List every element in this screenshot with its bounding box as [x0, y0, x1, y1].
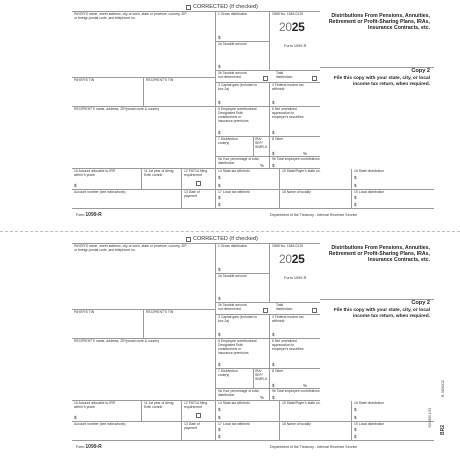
box9a-percentage[interactable]: [216, 389, 270, 401]
total-distribution-label: Total distribution: [276, 303, 293, 311]
box17-local-tax[interactable]: [216, 422, 280, 441]
box3-dollar: $: [218, 332, 221, 337]
form-label: Form 1099-R: [284, 44, 307, 48]
box8-label: 8 Other: [272, 369, 284, 373]
box2b-checkbox[interactable]: [263, 76, 268, 81]
box19-dollar-1: $: [354, 195, 357, 200]
box14-state-tax[interactable]: [216, 401, 280, 422]
tax-year: [279, 252, 305, 266]
side-bold-code: BR2: [440, 425, 446, 436]
box8-percent: %: [303, 383, 308, 388]
copy-instructions: File this copy with your state, city, or local income tax return, when required.: [333, 308, 430, 319]
box17-label: 17 Local tax withheld: [218, 422, 250, 426]
footer-form-prefix: Form: [76, 213, 85, 217]
box9b-dollar: $: [272, 163, 275, 168]
payer-name-label: PAYER'S name, street address, city or town, state or province, country, ZIP or foreign postal code, and telephone no.: [74, 12, 187, 20]
box15-state-payer-no[interactable]: [280, 401, 352, 422]
box1-dollar: $: [218, 267, 221, 272]
form-label: Form 1099-R: [284, 276, 307, 280]
box14-dollar-2: $: [218, 183, 221, 188]
box5-employee-contributions[interactable]: [216, 107, 270, 137]
corrected-checkbox[interactable]: [186, 5, 191, 10]
box14-dollar-1: $: [218, 407, 221, 412]
year-light: 20: [279, 20, 292, 34]
perforation-line: [0, 231, 460, 232]
box2b-label: 2b Taxable amount not determined: [218, 71, 247, 79]
box1-gross-distribution[interactable]: [216, 11, 270, 41]
box6-dollar: $: [272, 130, 275, 135]
box13-label: 13 Date of payment: [184, 422, 200, 430]
form-title: Distributions From Pensions, Annuities, Retirement or Profit-Sharing Plans, IRAs, Insurance Contracts, etc.: [328, 245, 430, 264]
footer-form-prefix: Form: [76, 445, 85, 449]
ira-label: IRA/ SEP/ SIMPLE: [255, 137, 268, 149]
footer-form-name: [76, 444, 102, 450]
payer-tin-box[interactable]: [72, 78, 144, 107]
box17-dollar-1: $: [218, 195, 221, 200]
form-copy-top: [72, 4, 436, 218]
footer-form-number: 1099-R: [85, 212, 102, 218]
box8-label: 8 Other: [272, 137, 284, 141]
box7-distribution-codes[interactable]: [216, 369, 254, 389]
box17-local-tax[interactable]: [216, 190, 280, 209]
box14-label: 14 State tax withheld: [218, 401, 250, 405]
box9b-label: 9b Total employee contributions: [272, 389, 320, 393]
account-label: Account number (see instructions): [74, 190, 126, 194]
box15-label: 15 State/Payer's state no.: [282, 169, 321, 173]
box3-capital-gain[interactable]: [216, 83, 270, 107]
box16-dollar-2: $: [354, 415, 357, 420]
box4-dollar: $: [272, 100, 275, 105]
box9a-percent: %: [260, 163, 265, 168]
recipient-tin-box[interactable]: [144, 310, 216, 339]
box5-employee-contributions[interactable]: [216, 339, 270, 369]
box10-label: 10 Amount allocable to IRR within 5 years: [74, 401, 116, 409]
box7-distribution-codes[interactable]: [216, 137, 254, 157]
box9b-dollar: $: [272, 395, 275, 400]
box8-other[interactable]: [270, 369, 320, 389]
box3-label: 3 Capital gain (included in box 2a): [218, 315, 258, 323]
omb-year-box: [270, 243, 320, 302]
box13-label: 13 Date of payment: [184, 190, 200, 198]
corrected-checkbox-row[interactable]: [186, 236, 258, 242]
box9a-label: 9a Your percentage of total distribution: [218, 157, 259, 165]
omb-year-box: [270, 11, 320, 70]
box19-label: 19 Local distribution: [354, 190, 385, 194]
box4-label: 4 Federal income tax withheld: [272, 315, 304, 323]
box3-label: 3 Capital gain (included in box 2a): [218, 83, 258, 91]
box4-dollar: $: [272, 332, 275, 337]
box2b-row[interactable]: [216, 70, 320, 83]
box15-state-payer-no[interactable]: [280, 169, 352, 190]
box7-label: 7 Distribution code(s): [218, 369, 238, 377]
payer-tin-label: PAYER'S TIN: [74, 78, 95, 82]
box2b-label: 2b Taxable amount not determined: [218, 303, 247, 311]
box10-label: 10 Amount allocable to IRR within 5 years: [74, 169, 116, 177]
side-top-code: B 309002: [440, 380, 445, 398]
box5-label: 5 Employee contributions/ Designated Roth contributions or insurance premiums: [218, 107, 258, 123]
box12-checkbox[interactable]: [196, 413, 201, 418]
box9a-percentage[interactable]: [216, 157, 270, 169]
box19-dollar-1: $: [354, 427, 357, 432]
box8-percent: %: [303, 151, 308, 156]
box12-checkbox[interactable]: [196, 181, 201, 186]
box16-dollar-1: $: [354, 407, 357, 412]
payer-tin-box[interactable]: [72, 310, 144, 339]
account-label: Account number (see instructions): [74, 422, 126, 426]
box17-dollar-2: $: [218, 202, 221, 207]
side-small-code: 5092625 1/23: [428, 408, 432, 428]
box19-local-distribution[interactable]: [352, 190, 434, 209]
box11-label: 11 1st year of desig. Roth contrib.: [144, 401, 175, 409]
box5-label: 5 Employee contributions/ Designated Roth contributions or insurance premiums: [218, 339, 258, 355]
box4-federal-tax-withheld[interactable]: [270, 83, 320, 107]
year-bold: 25: [291, 20, 305, 34]
omb-label: OMB No. 1545-0119: [272, 244, 303, 248]
box3-capital-gain[interactable]: [216, 315, 270, 339]
box15-label: 15 State/Payer's state no.: [282, 401, 321, 405]
box16-dollar-1: $: [354, 175, 357, 180]
box10-dollar: $: [74, 415, 77, 420]
box1-label: 1 Gross distribution: [218, 244, 248, 248]
form-copy-bottom: [72, 236, 436, 450]
total-distribution-checkbox[interactable]: [312, 76, 317, 81]
payer-name-box[interactable]: [72, 11, 216, 78]
recipient-name-box[interactable]: [72, 107, 216, 169]
copy-label: Copy 2: [411, 300, 430, 306]
box16-dollar-2: $: [354, 183, 357, 188]
box14-dollar-1: $: [218, 175, 221, 180]
box2a-label: 2a Taxable amount: [218, 42, 247, 46]
payer-name-label: PAYER'S name, street address, city or town, state or province, country, ZIP or foreign postal code, and telephone no.: [74, 244, 187, 252]
year-light: 20: [279, 252, 292, 266]
recipient-name-label: RECIPIENT'S name, address, ZIP/postal code & country: [74, 339, 160, 343]
box2a-taxable-amount[interactable]: [216, 273, 270, 302]
payer-tin-label: PAYER'S TIN: [74, 310, 95, 314]
recipient-name-box[interactable]: [72, 339, 216, 401]
recipient-tin-box[interactable]: [144, 78, 216, 107]
footer-department: Department of the Treasury - Internal Revenue Service: [270, 213, 358, 217]
omb-label: OMB No. 1545-0119: [272, 12, 303, 16]
box10-dollar: $: [74, 183, 77, 188]
payer-name-box[interactable]: [72, 243, 216, 310]
box1-dollar: $: [218, 35, 221, 40]
footer-department: Department of the Treasury - Internal Revenue Service: [270, 445, 358, 449]
box19-dollar-2: $: [354, 202, 357, 207]
box9a-percent: %: [260, 395, 265, 400]
corrected-checkbox-row[interactable]: [186, 4, 258, 10]
corrected-checkbox[interactable]: [186, 237, 191, 242]
box10-amount-irr[interactable]: [72, 169, 142, 190]
box4-label: 4 Federal income tax withheld: [272, 83, 304, 91]
box12-fatca[interactable]: [182, 169, 216, 190]
box9b-total-contributions[interactable]: [270, 157, 320, 169]
box16-label: 16 State distribution: [354, 169, 384, 173]
box12-label: 12 FATCA filing requirement: [184, 401, 208, 409]
account-number-box[interactable]: [72, 422, 182, 441]
box9a-label: 9a Your percentage of total distribution: [218, 389, 259, 397]
box11-first-year-roth[interactable]: [142, 169, 182, 190]
recipient-tin-label: RECIPIENT'S TIN: [146, 78, 174, 82]
box16-state-distribution[interactable]: [352, 401, 434, 422]
box5-dollar: $: [218, 130, 221, 135]
box18-label: 18 Name of locality: [282, 190, 311, 194]
form-title: Distributions From Pensions, Annuities, Retirement or Profit-Sharing Plans, IRAs, Insurance Contracts, etc.: [328, 13, 430, 32]
box6-net-unrealized[interactable]: [270, 339, 320, 369]
box2a-taxable-amount[interactable]: [216, 41, 270, 70]
box18-label: 18 Name of locality: [282, 422, 311, 426]
box19-local-distribution[interactable]: [352, 422, 434, 441]
box12-fatca[interactable]: [182, 401, 216, 422]
box9b-total-contributions[interactable]: [270, 389, 320, 401]
box6-net-unrealized[interactable]: [270, 107, 320, 137]
tax-year: [279, 20, 305, 34]
corrected-label: CORRECTED (if checked): [193, 236, 258, 242]
box13-date-of-payment[interactable]: [182, 422, 216, 441]
box6-label: 6 Net unrealized appreciation in employer's securities: [272, 107, 304, 119]
copy-label: Copy 2: [411, 68, 430, 74]
box17-dollar-1: $: [218, 427, 221, 432]
box2a-dollar: $: [218, 64, 221, 69]
ira-sep-simple-box[interactable]: [254, 369, 270, 389]
box6-label: 6 Net unrealized appreciation in employer's securities: [272, 339, 304, 351]
copy-instructions: File this copy with your state, city, or local income tax return, when required.: [333, 76, 430, 87]
box10-amount-irr[interactable]: [72, 401, 142, 422]
box19-dollar-2: $: [354, 434, 357, 439]
box12-label: 12 FATCA filing requirement: [184, 169, 208, 177]
footer-form-name: [76, 212, 102, 218]
box8-dollar: $: [272, 383, 275, 388]
box2b-row[interactable]: [216, 302, 320, 315]
year-bold: 25: [291, 252, 305, 266]
box2a-dollar: $: [218, 296, 221, 301]
ira-label: IRA/ SEP/ SIMPLE: [255, 369, 268, 381]
box18-locality[interactable]: [280, 190, 352, 209]
total-distribution-checkbox[interactable]: [312, 308, 317, 313]
box2b-checkbox[interactable]: [263, 308, 268, 313]
box14-dollar-2: $: [218, 415, 221, 420]
box8-other[interactable]: [270, 137, 320, 157]
box8-dollar: $: [272, 151, 275, 156]
box1-label: 1 Gross distribution: [218, 12, 248, 16]
box16-label: 16 State distribution: [354, 401, 384, 405]
box7-label: 7 Distribution code(s): [218, 137, 238, 145]
ira-sep-simple-box[interactable]: [254, 137, 270, 157]
box9b-label: 9b Total employee contributions: [272, 157, 320, 161]
total-distribution-label: Total distribution: [276, 71, 293, 79]
box5-dollar: $: [218, 362, 221, 367]
recipient-tin-label: RECIPIENT'S TIN: [146, 310, 174, 314]
box2a-label: 2a Taxable amount: [218, 274, 247, 278]
box6-dollar: $: [272, 362, 275, 367]
box14-state-tax[interactable]: [216, 169, 280, 190]
box14-label: 14 State tax withheld: [218, 169, 250, 173]
corrected-label: CORRECTED (if checked): [193, 4, 258, 10]
box19-label: 19 Local distribution: [354, 422, 385, 426]
box3-dollar: $: [218, 100, 221, 105]
recipient-name-label: RECIPIENT'S name, address, ZIP/postal code & country: [74, 107, 160, 111]
box16-state-distribution[interactable]: [352, 169, 434, 190]
footer-form-number: 1099-R: [85, 444, 102, 450]
account-number-box[interactable]: [72, 190, 182, 209]
box13-date-of-payment[interactable]: [182, 190, 216, 209]
box18-locality[interactable]: [280, 422, 352, 441]
box1-gross-distribution[interactable]: [216, 243, 270, 273]
box11-label: 11 1st year of desig. Roth contrib.: [144, 169, 175, 177]
box4-federal-tax-withheld[interactable]: [270, 315, 320, 339]
box17-label: 17 Local tax withheld: [218, 190, 250, 194]
box11-first-year-roth[interactable]: [142, 401, 182, 422]
box17-dollar-2: $: [218, 434, 221, 439]
